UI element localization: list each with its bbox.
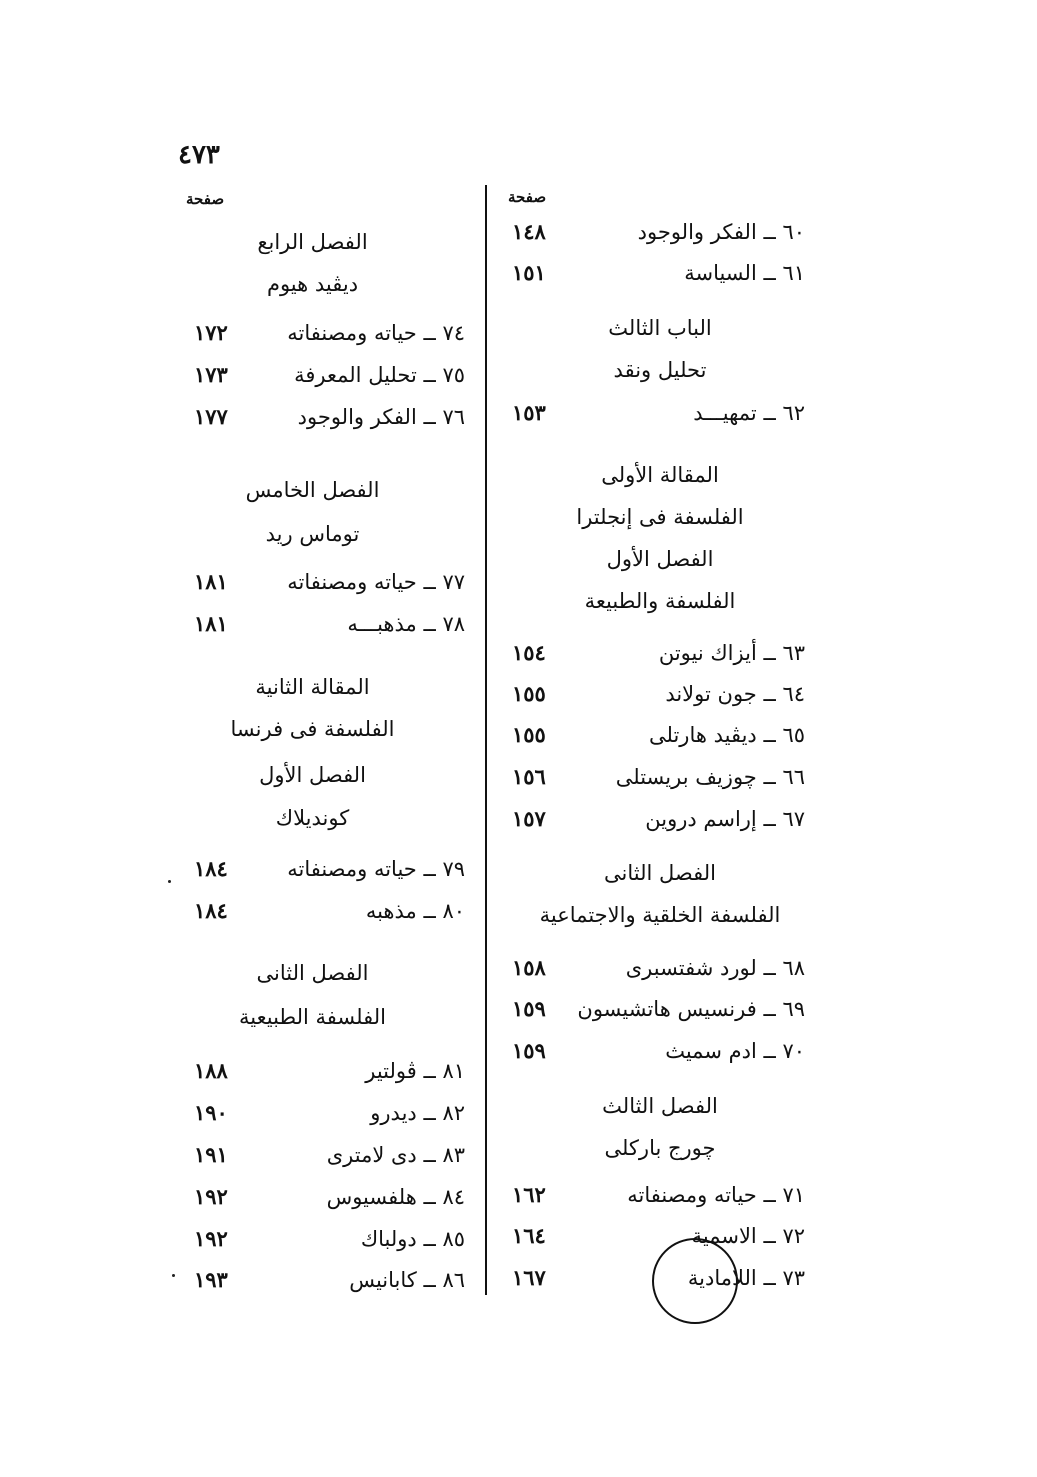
toc-entry-title: ٦٦ ــ چوزيف بريستلى — [615, 765, 805, 789]
toc-entry-title: ٦٢ ــ تمهيـــد — [693, 401, 805, 425]
toc-entry — [180, 355, 485, 395]
toc-entry-title: ٧٧ ــ حياته ومصنفاته — [287, 570, 465, 594]
page-number: ٤٧٣ — [178, 140, 220, 170]
toc-entry-title: ٦١ ــ السياسة — [684, 261, 805, 285]
toc-entry — [180, 849, 485, 889]
toc-entry-page: ١٨١ — [194, 611, 228, 636]
toc-entry-page: ١٩١ — [194, 1142, 228, 1167]
section-heading: المقالة الأولى — [601, 463, 719, 487]
page-column-label-left: صفحة — [186, 190, 225, 208]
section-heading: كونديلاك — [275, 806, 350, 830]
toc-entry-title: ٦٠ ــ الفكر والوجود — [637, 220, 805, 244]
toc-entry-title: ٨١ ــ ڤولتير — [365, 1059, 465, 1083]
toc-entry-title: ٦٥ ــ ديڤيد هارتلى — [649, 723, 805, 747]
toc-entry — [180, 1260, 485, 1300]
toc-entry — [500, 989, 830, 1029]
toc-entry-page: ١٥٩ — [512, 996, 546, 1021]
toc-entry-page: ١٤٨ — [512, 219, 546, 244]
section-heading: الفصل الخامس — [245, 478, 380, 502]
toc-entry-page: ١٨٤ — [194, 898, 228, 923]
section-heading: تحليل ونقد — [613, 358, 707, 382]
section-heading: چورج باركلى — [604, 1136, 716, 1160]
section-heading: المقالة الثانية — [255, 675, 370, 699]
toc-entry — [180, 1135, 485, 1175]
toc-entry-title: ٧٣ ــ اللامادية — [687, 1266, 805, 1290]
toc-entry-title: ٧٠ ــ ادم سميث — [665, 1039, 805, 1063]
toc-entry-page: ١٧٧ — [194, 404, 228, 429]
toc-entry — [500, 948, 830, 988]
section-heading: الفصل الرابع — [257, 230, 368, 254]
toc-entry — [500, 757, 830, 797]
toc-entry-page: ١٦٧ — [512, 1265, 546, 1290]
toc-entry-page: ١٨٤ — [194, 856, 228, 881]
toc-entry-title: ٨٥ ــ دولباك — [360, 1227, 465, 1251]
toc-entry — [500, 212, 830, 252]
toc-entry-title: ٦٣ ــ أيزاك نيوتن — [658, 641, 805, 665]
toc-entry-title: ٨٤ ــ هلفسيوس — [326, 1185, 465, 1209]
toc-entry-title: ٧٢ ــ الاسمية — [691, 1224, 805, 1248]
toc-entry-title: ٦٩ ــ فرنسيس هاتشيسون — [577, 997, 805, 1021]
toc-entry — [500, 674, 830, 714]
toc-entry-page: ١٩٠ — [194, 1100, 228, 1125]
toc-entry — [180, 1177, 485, 1217]
toc-entry — [500, 1258, 830, 1298]
toc-entry — [500, 715, 830, 755]
section-heading: الفلسفة فى إنجلترا — [576, 505, 744, 529]
toc-entry — [180, 562, 485, 602]
toc-entry — [180, 313, 485, 353]
toc-entry-page: ١٩٢ — [194, 1226, 228, 1251]
toc-entry-title: ٧٤ ــ حياته ومصنفاته — [287, 321, 465, 345]
toc-entry-title: ٧٦ ــ الفكر والوجود — [297, 405, 465, 429]
toc-entry-title: ٨٣ ــ دى لامترى — [326, 1143, 465, 1167]
toc-entry-page: ١٥٨ — [512, 955, 546, 980]
page-column-label-right: صفحة — [508, 188, 547, 206]
toc-entry — [500, 1031, 830, 1071]
section-heading: الفلسفة الخلقية والاجتماعية — [539, 903, 781, 927]
toc-entry — [500, 633, 830, 673]
toc-entry-page: ١٦٢ — [512, 1182, 546, 1207]
toc-entry — [180, 604, 485, 644]
ink-dot — [172, 1274, 175, 1277]
toc-entry — [500, 1216, 830, 1256]
toc-entry-page: ١٥٥ — [512, 681, 546, 706]
toc-entry-page: ١٧٣ — [194, 362, 228, 387]
toc-entry-page: ١٨٨ — [194, 1058, 228, 1083]
toc-entry-title: ٦٨ ــ لورد شفتسبرى — [625, 956, 805, 980]
toc-entry-page: ١٥٩ — [512, 1038, 546, 1063]
toc-entry-page: ١٩٣ — [194, 1267, 228, 1292]
toc-entry — [180, 1219, 485, 1259]
column-divider — [485, 185, 487, 1295]
toc-entry — [180, 1093, 485, 1133]
toc-entry-title: ٦٤ ــ جون تولاند — [665, 682, 805, 706]
toc-entry-page: ١٦٤ — [512, 1223, 546, 1248]
section-heading: الفصل الثانى — [256, 961, 369, 985]
section-heading: توماس ريد — [265, 522, 360, 546]
section-heading: الفلسفة الطبيعية — [239, 1005, 386, 1029]
toc-entry-title: ٨٢ ــ ديدرو — [370, 1101, 465, 1125]
toc-entry-page: ١٥٤ — [512, 640, 546, 665]
toc-entry-page: ١٨١ — [194, 569, 228, 594]
section-heading: الفصل الأول — [606, 547, 714, 571]
toc-entry-title: ٨٠ ــ مذهبه — [365, 899, 465, 923]
toc-entry-title: ٦٧ ــ إراسم دروين — [645, 807, 805, 831]
toc-entry-title: ٧٥ ــ تحليل المعرفة — [294, 363, 465, 387]
section-heading: ديڤيد هيوم — [266, 272, 359, 296]
toc-entry — [180, 1051, 485, 1091]
toc-entry-title: ٧١ ــ حياته ومصنفاته — [627, 1183, 805, 1207]
toc-entry-page: ١٥٦ — [512, 764, 546, 789]
toc-entry-page: ١٧٢ — [194, 320, 228, 345]
toc-entry-title: ٨٦ ــ كابانيس — [349, 1268, 465, 1292]
toc-entry-page: ١٥٣ — [512, 400, 546, 425]
section-heading: الباب الثالث — [608, 316, 712, 340]
toc-entry — [180, 891, 485, 931]
toc-entry-page: ١٥٧ — [512, 806, 546, 831]
section-heading: الفصل الثانى — [604, 861, 716, 885]
toc-entry — [500, 253, 830, 293]
section-heading: الفلسفة فى فرنسا — [230, 717, 395, 741]
toc-entry — [180, 397, 485, 437]
section-heading: الفصل الثالث — [602, 1094, 718, 1118]
toc-entry — [500, 393, 830, 433]
section-heading: الفصل الأول — [259, 763, 366, 787]
toc-entry-page: ١٥٥ — [512, 722, 546, 747]
toc-entry-page: ١٥١ — [512, 260, 546, 285]
toc-entry — [500, 1175, 830, 1215]
toc-entry-page: ١٩٢ — [194, 1184, 228, 1209]
ink-dot — [168, 880, 171, 883]
section-heading: الفلسفة والطبيعة — [584, 589, 736, 613]
toc-entry — [500, 799, 830, 839]
toc-entry-title: ٧٩ ــ حياته ومصنفاته — [287, 857, 465, 881]
toc-entry-title: ٧٨ ــ مذهبـــه — [347, 612, 465, 636]
